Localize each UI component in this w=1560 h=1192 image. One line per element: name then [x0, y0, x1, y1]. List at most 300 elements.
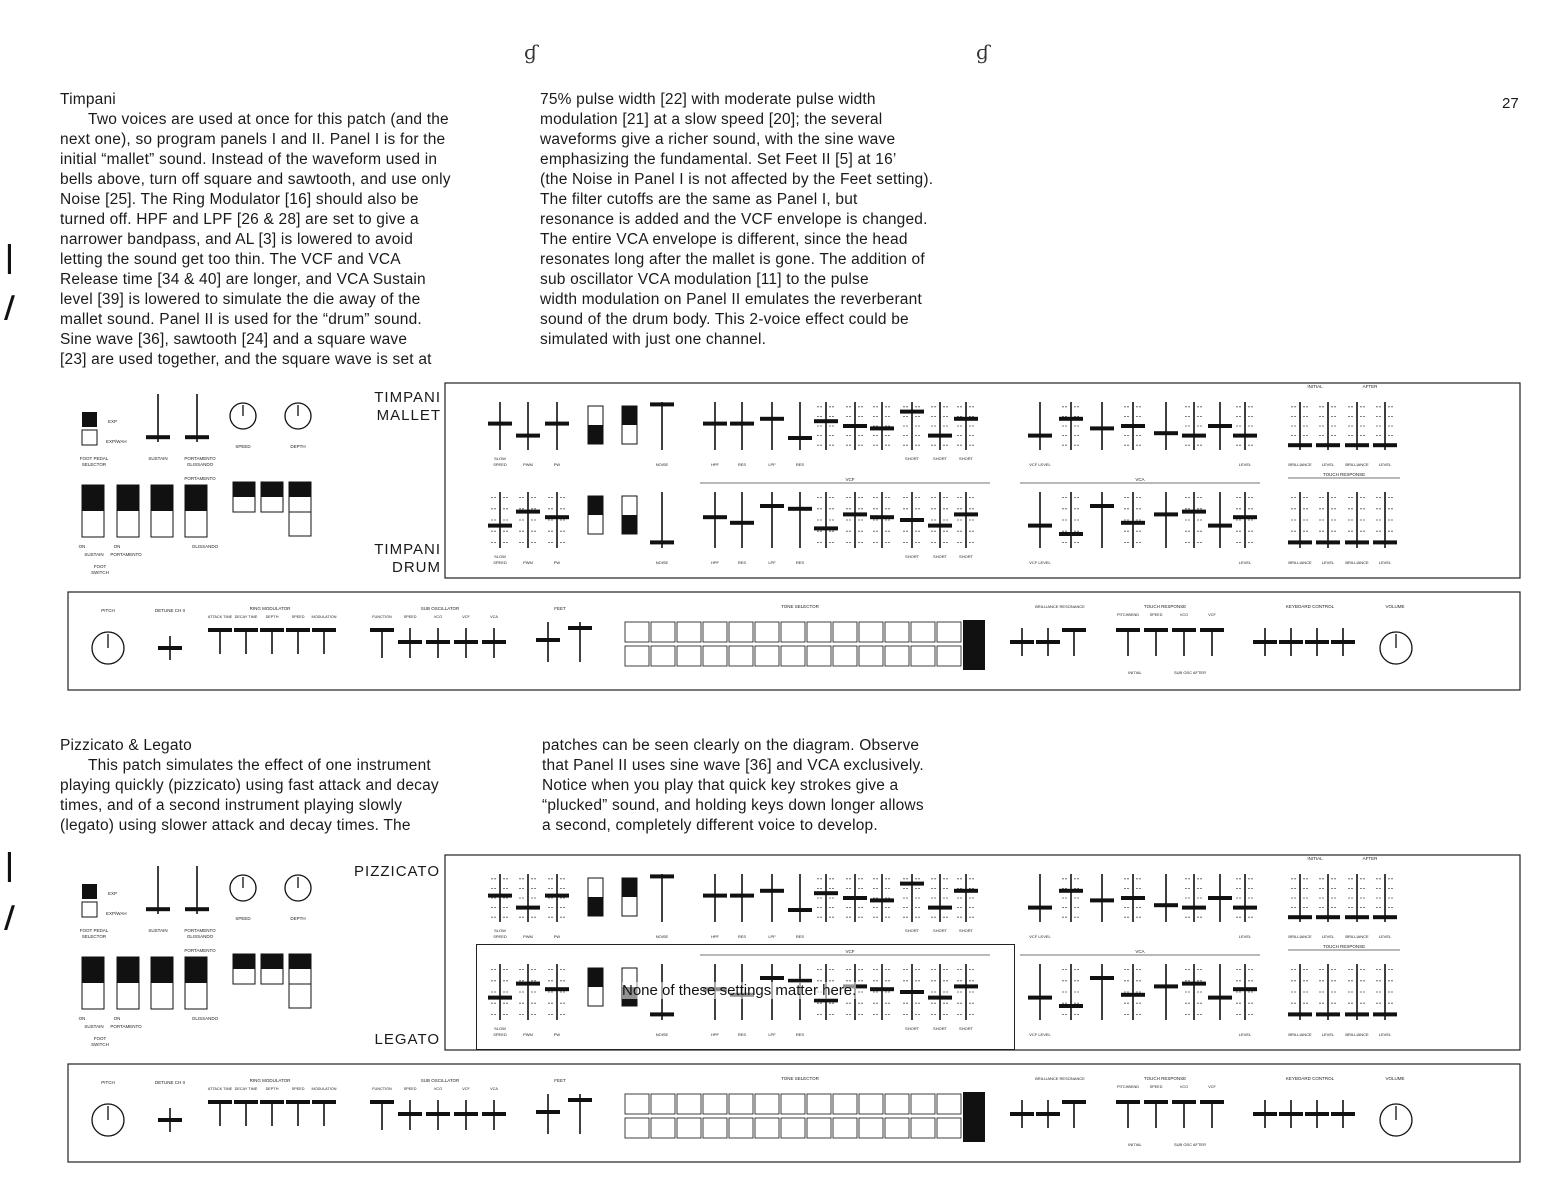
slider-knob [1172, 1100, 1196, 1104]
tone-selector-button [859, 1118, 883, 1138]
paragraph-line: resonance is added and the VCF envelope is changed. [540, 211, 928, 228]
paragraph-line: Noise [25]. The Ring Modulator [16] should also be [60, 191, 419, 208]
diagram-label: LPF [768, 934, 776, 939]
toggle-fill [622, 878, 637, 897]
diagram-label: PW [553, 462, 561, 467]
diagram-label: SPEED [235, 916, 251, 921]
diagram-label: BRILLIANCE [1345, 462, 1369, 467]
paragraph-line: simulated with just one channel. [540, 331, 767, 348]
diagram-label: DECAY TIME [234, 615, 258, 619]
diagram-label: VCA [490, 1087, 498, 1091]
diagram-label: RES [737, 462, 747, 467]
slider-knob [488, 422, 512, 426]
slider-knob [1316, 915, 1340, 919]
diagram-label: HPF [711, 462, 719, 467]
slider-knob [703, 515, 727, 519]
diagram-label: SLOW [494, 928, 506, 933]
slider-knob [1154, 431, 1178, 435]
toggle-switch [289, 984, 311, 1008]
toggle-fill [261, 954, 283, 969]
slider-knob [454, 640, 478, 644]
slider-knob [954, 889, 978, 893]
slider-knob [426, 640, 450, 644]
diagram-label: SLOW [494, 1026, 506, 1031]
paragraph-line: The filter cutoffs are the same as Panel I, but [540, 191, 858, 208]
binding-mark: | [4, 848, 15, 883]
slider-knob [760, 504, 784, 508]
diagram-label: PW [553, 560, 561, 565]
slider-knob [1090, 898, 1114, 902]
diagram-label: VCF [845, 949, 855, 954]
tone-selector-button [885, 646, 909, 666]
slider-knob [1182, 982, 1206, 986]
tone-selector-button [807, 622, 831, 642]
diagram-label: KEYBOARD CONTROL [1285, 1076, 1335, 1081]
diagram-label: SPEED [1149, 613, 1163, 617]
exp-switch [82, 884, 97, 899]
diagram-label: LEVEL [1378, 560, 1392, 565]
slider-knob [516, 434, 540, 438]
tone-selector-button [833, 622, 857, 642]
tone-selector-button [755, 622, 779, 642]
tone-selector-button [885, 1118, 909, 1138]
diagram-label: LPF [768, 1032, 776, 1037]
panel-label-line: MALLET [376, 407, 441, 424]
diagram-label: SHORT [933, 456, 947, 461]
tone-selector-button [911, 1118, 935, 1138]
diagram-label: PWM [523, 560, 533, 565]
slider-knob [1144, 1100, 1168, 1104]
diagram-label: SHORT [905, 554, 919, 559]
paragraph-line: next one), so program panels I and II. Panel I is for the [60, 131, 446, 148]
diagram-label: DEPTH [265, 1087, 279, 1091]
diagram-label: SPEED [403, 615, 417, 619]
diagram-label: ON [78, 544, 86, 549]
diagram-label: SUSTAIN [84, 552, 104, 557]
diagram-label: SPEED [493, 1032, 507, 1037]
diagram-label: SPEED [1149, 1085, 1163, 1089]
slider-knob [1233, 515, 1257, 519]
diagram-label: SPEED [291, 615, 305, 619]
slider-knob [454, 1112, 478, 1116]
diagram-label: FOOT [93, 564, 107, 569]
slider-knob [1090, 976, 1114, 980]
diagram-label: SWITCH [91, 1042, 109, 1047]
diagram-label: ON [113, 544, 121, 549]
panel-label-upper: PIZZICATO [354, 863, 440, 880]
exp-wah-switch [82, 902, 97, 917]
toggle-fill [622, 515, 637, 534]
slider-knob [398, 1112, 422, 1116]
slider-knob [843, 512, 867, 516]
diagram-label: LPF [768, 560, 776, 565]
diagram-label: VCF LEVEL [1029, 560, 1051, 565]
slider-knob [545, 894, 569, 898]
diagram-label: PORTAMENTO [184, 928, 216, 933]
diagram-label: LEVEL [1321, 462, 1335, 467]
diagram-label: SHORT [933, 928, 947, 933]
diagram-label: SHORT [933, 554, 947, 559]
slider-knob [1010, 640, 1034, 644]
slider-knob [1233, 434, 1257, 438]
diagram-label: INITIAL [1307, 384, 1323, 389]
diagram-label: ON [78, 1016, 86, 1021]
slider-knob [1121, 521, 1145, 525]
slider-knob [1316, 540, 1340, 544]
pizzicato-text-col2 [542, 736, 1002, 836]
slider-knob [1144, 628, 1168, 632]
slider-knob [1121, 896, 1145, 900]
diagram-label: PITCH [101, 1080, 115, 1085]
diagram-label: SHORT [905, 1026, 919, 1031]
tone-selector-button [755, 1118, 779, 1138]
diagram-label: DEPTH [265, 615, 279, 619]
tone-selector-button [729, 1118, 753, 1138]
slider-knob [1028, 996, 1052, 1000]
tone-selector-button [729, 1094, 753, 1114]
diagram-label: PITCH [101, 608, 115, 613]
slider-knob [814, 419, 838, 423]
diagram-label: TOUCH RESPONSE [1322, 944, 1366, 949]
slider-knob [158, 646, 182, 650]
paragraph-line: waveforms give a richer sound, with the sine wave [540, 131, 896, 148]
tone-selector-button [911, 646, 935, 666]
slider-knob [1345, 540, 1369, 544]
diagram-label: VOLUME [1385, 1076, 1405, 1081]
paragraph-line: times, and of a second instrument playing slowly [60, 797, 403, 814]
diagram-label: ATTACK TIME [207, 615, 233, 619]
diagram-label: PW [553, 1032, 561, 1037]
slider-knob [730, 894, 754, 898]
tone-selector-block [963, 620, 985, 670]
diagram-label: GLISSANDO [191, 544, 219, 549]
slider-knob [1154, 903, 1178, 907]
diagram-label: SUSTAIN [148, 456, 168, 461]
slider-knob [545, 515, 569, 519]
slider-knob [1062, 628, 1086, 632]
diagram-label: PITCHBEND [1117, 613, 1139, 617]
paragraph-line: The entire VCA envelope is different, since the head [540, 231, 908, 248]
diagram-label: SELECTOR [81, 934, 107, 939]
slider-knob [1059, 532, 1083, 536]
diagram-label: VCF LEVEL [1029, 1032, 1051, 1037]
diagram-label: PWM [523, 462, 533, 467]
tone-selector-button [677, 646, 701, 666]
slider-knob [536, 1110, 560, 1114]
slider-knob [568, 626, 592, 630]
paragraph-line: that Panel II uses sine wave [36] and VCA exclusively. [542, 757, 924, 774]
paragraph-line: 75% pulse width [22] with moderate pulse width [540, 91, 876, 108]
paragraph-line: [23] are used together, and the square wave is set at [60, 351, 432, 368]
paragraph-line: bells above, turn off square and sawtooth, and use only [60, 171, 451, 188]
slider-knob [1182, 906, 1206, 910]
diagram-label: SUB OSCILLATOR [420, 606, 460, 611]
diagram-label: DEPTH [290, 916, 306, 921]
diagram-label: PORTAMENTO [110, 552, 142, 557]
slider-knob [928, 524, 952, 528]
slider-knob [1316, 1012, 1340, 1016]
diagram-label: NOISE [655, 560, 669, 565]
diagram-label: VCF LEVEL [1029, 462, 1051, 467]
tone-selector-button [859, 622, 883, 642]
tone-selector-button [781, 1094, 805, 1114]
diagram-label: LPF [768, 462, 776, 467]
diagram-label: LEVEL [1238, 560, 1252, 565]
diagram-label: PORTAMENTO [184, 476, 216, 481]
diagram-label: RING MODULATOR [249, 1078, 291, 1083]
diagram-label: PITCHBEND [1117, 1085, 1139, 1089]
tone-selector-button [859, 646, 883, 666]
diagram-label: SUSTAIN [148, 928, 168, 933]
diagram-label: SHORT [905, 456, 919, 461]
diagram-label: FEET [554, 606, 566, 611]
diagram-label: RES [737, 560, 747, 565]
slider-knob [1316, 443, 1340, 447]
diagram-label: NOISE [655, 462, 669, 467]
paragraph-line: Notice when you play that quick key strokes give a [542, 777, 899, 794]
slider-knob [870, 515, 894, 519]
tone-selector-button [703, 622, 727, 642]
section-title: Pizzicato & Legato [60, 737, 192, 754]
binding-mark: / [4, 900, 15, 935]
slider-knob [1062, 1100, 1086, 1104]
slider-knob [650, 402, 674, 406]
diagram-label: INITIAL [1128, 1142, 1142, 1147]
binding-mark: | [4, 240, 15, 275]
diagram-label: GLISSANDO [186, 462, 214, 467]
slider-knob [370, 1100, 394, 1104]
slider-knob [730, 422, 754, 426]
diagram-label: VCO [433, 615, 443, 619]
diagram-label: PORTAMENTO [110, 1024, 142, 1029]
diagram-label: PORTAMENTO [184, 456, 216, 461]
synth-panel-frame [445, 383, 1520, 578]
toggle-fill [82, 485, 104, 511]
diagram-label: VCF [1208, 1085, 1216, 1089]
slider-knob [1208, 424, 1232, 428]
slider-knob [370, 628, 394, 632]
paragraph-line: initial “mallet” sound. Instead of the waveform used in [60, 151, 438, 168]
slider-knob [1288, 1012, 1312, 1016]
binding-mark: / [4, 290, 15, 325]
diagram-label: FUNCTION [372, 615, 392, 619]
slider-knob [1288, 443, 1312, 447]
slider-knob [1373, 915, 1397, 919]
toggle-fill [289, 954, 311, 969]
diagram-label: EXP/WAH [106, 911, 127, 916]
diagram-label: RING MODULATOR [249, 606, 291, 611]
paragraph-line: (legato) using slower attack and decay times. The [60, 817, 411, 834]
slider-knob [1253, 1112, 1277, 1116]
exp-switch [82, 412, 97, 427]
tone-selector-button [833, 1118, 857, 1138]
diagram-label: SPEED [291, 1087, 305, 1091]
diagram-label: VCF [1208, 613, 1216, 617]
diagram-label: BRILLIANCE [1345, 934, 1369, 939]
slider-knob [1010, 1112, 1034, 1116]
slider-knob [1200, 1100, 1224, 1104]
tone-selector-button [625, 622, 649, 642]
diagram-label: VCA [1135, 477, 1145, 482]
paragraph-line: sub oscillator VCA modulation [11] to the pulse [540, 271, 869, 288]
timpani-synth-diagram [60, 380, 1525, 700]
diagram-label: TOUCH RESPONSE [1143, 604, 1187, 609]
slider-knob [482, 1112, 506, 1116]
slider-knob [1116, 1100, 1140, 1104]
exp-wah-switch [82, 430, 97, 445]
diagram-label: SLOW [494, 554, 506, 559]
slider-knob [426, 1112, 450, 1116]
toggle-fill [588, 425, 603, 444]
tone-selector-button [937, 622, 961, 642]
diagram-label: LEVEL [1238, 462, 1252, 467]
paragraph-line: sound of the drum body. This 2-voice effect could be [540, 311, 909, 328]
paragraph-line: width modulation on Panel II emulates the reverberant [540, 291, 922, 308]
slider-knob [1036, 1112, 1060, 1116]
diagram-label: VCO [1179, 613, 1189, 617]
slider-knob [1154, 512, 1178, 516]
tone-selector-button [755, 1094, 779, 1114]
timpani-text-col1 [60, 90, 510, 370]
diagram-label: SUB OSC AFTER [1173, 1142, 1207, 1147]
paragraph-line: mallet sound. Panel II is used for the “drum” sound. [60, 311, 422, 328]
slider-knob [158, 1118, 182, 1122]
diagram-label: SPEED [493, 560, 507, 565]
slider-knob [1172, 628, 1196, 632]
slider-knob [1059, 417, 1083, 421]
slider-knob [1288, 915, 1312, 919]
tone-selector-button [677, 622, 701, 642]
diagram-label: BRILLIANCE RESONANCE [1035, 604, 1085, 609]
slider-knob [516, 906, 540, 910]
slider-knob [843, 424, 867, 428]
tone-selector-button [911, 1094, 935, 1114]
diagram-label: BRILLIANCE [1345, 1032, 1369, 1037]
paragraph-line: “plucked” sound, and holding keys down longer allows [542, 797, 924, 814]
tone-selector-button [937, 1118, 961, 1138]
tone-selector-button [729, 646, 753, 666]
slider-knob [814, 891, 838, 895]
panel-label-line: TIMPANI [374, 541, 441, 558]
slider-knob [703, 894, 727, 898]
slider-knob [843, 896, 867, 900]
slider-knob [760, 417, 784, 421]
scan-mark: ɠ [524, 40, 538, 64]
slider-knob [900, 518, 924, 522]
paragraph-line: patches can be seen clearly on the diagram. Observe [542, 737, 920, 754]
slider-knob [1373, 443, 1397, 447]
paragraph-line: (the Noise in Panel I is not affected by the Feet setting). [540, 171, 934, 188]
diagram-label: NOISE [655, 1032, 669, 1037]
diagram-label: VCF [845, 477, 855, 482]
diagram-label: MODULATION [311, 1087, 337, 1091]
diagram-label: PW [553, 934, 561, 939]
diagram-label: LEVEL [1321, 934, 1335, 939]
paragraph-line: narrower bandpass, and AL [3] is lowered to avoid [60, 231, 414, 248]
diagram-label: FUNCTION [372, 1087, 392, 1091]
slider-knob [1279, 1112, 1303, 1116]
slider-knob [814, 526, 838, 530]
paragraph-line: Two voices are used at once for this patch (and the [88, 111, 449, 128]
tone-selector-button [625, 646, 649, 666]
slider-knob [1059, 889, 1083, 893]
diagram-label: SPEED [235, 444, 251, 449]
slider-knob [1345, 915, 1369, 919]
slider-knob [1028, 434, 1052, 438]
slider-knob [185, 907, 209, 911]
slider-knob [488, 524, 512, 528]
diagram-label: VCO [433, 1087, 443, 1091]
slider-knob [928, 434, 952, 438]
diagram-label: DEPTH [290, 444, 306, 449]
slider-knob [730, 521, 754, 525]
slider-knob [568, 1098, 592, 1102]
slider-knob [1116, 628, 1140, 632]
toggle-fill [82, 957, 104, 983]
tone-selector-button [807, 646, 831, 666]
diagram-label: GLISSANDO [191, 1016, 219, 1021]
slider-knob [1279, 640, 1303, 644]
pizzicato-text-col1 [60, 736, 510, 836]
slider-knob [536, 638, 560, 642]
diagram-label: SHORT [933, 1026, 947, 1031]
diagram-label: VCA [1135, 949, 1145, 954]
slider-knob [146, 907, 170, 911]
tone-selector-button [937, 1094, 961, 1114]
diagram-label: FOOT PEDAL [79, 456, 109, 461]
diagram-label: GLISSANDO [186, 934, 214, 939]
slider-knob [1253, 640, 1277, 644]
toggle-fill [233, 482, 255, 497]
tone-selector-button [677, 1094, 701, 1114]
slider-knob [1233, 987, 1257, 991]
diagram-label: LEVEL [1321, 560, 1335, 565]
tone-selector-button [885, 1094, 909, 1114]
slider-knob [900, 410, 924, 414]
toggle-fill [588, 496, 603, 515]
timpani-text-col2 [540, 90, 1000, 350]
slider-knob [928, 906, 952, 910]
diagram-label: INITIAL [1307, 856, 1323, 861]
tone-selector-button [833, 646, 857, 666]
diagram-label: SHORT [959, 554, 973, 559]
diagram-label: SUB OSCILLATOR [420, 1078, 460, 1083]
slider-knob [1331, 640, 1355, 644]
slider-knob [954, 417, 978, 421]
diagram-label: VOLUME [1385, 604, 1405, 609]
diagram-label: PORTAMENTO [184, 948, 216, 953]
tone-selector-button [833, 1094, 857, 1114]
slider-knob [1059, 1004, 1083, 1008]
tone-selector-button [703, 1094, 727, 1114]
diagram-label: BRILLIANCE [1288, 462, 1312, 467]
slider-knob [1154, 984, 1178, 988]
tone-selector-button [885, 622, 909, 642]
diagram-label: AFTER [1362, 384, 1378, 389]
tone-selector-button [651, 1118, 675, 1138]
diagram-label: DETUNE CH II [154, 608, 186, 613]
diagram-label: NOISE [655, 934, 669, 939]
diagram-label: VCA [490, 615, 498, 619]
slider-knob [1028, 524, 1052, 528]
slider-knob [1373, 540, 1397, 544]
slider-knob [870, 898, 894, 902]
diagram-label: PWM [523, 1032, 533, 1037]
panel-label-lower: LEGATO [374, 1031, 440, 1048]
tone-selector-button [651, 646, 675, 666]
slider-knob [1036, 640, 1060, 644]
paragraph-line: level [39] is lowered to simulate the die away of the [60, 291, 421, 308]
